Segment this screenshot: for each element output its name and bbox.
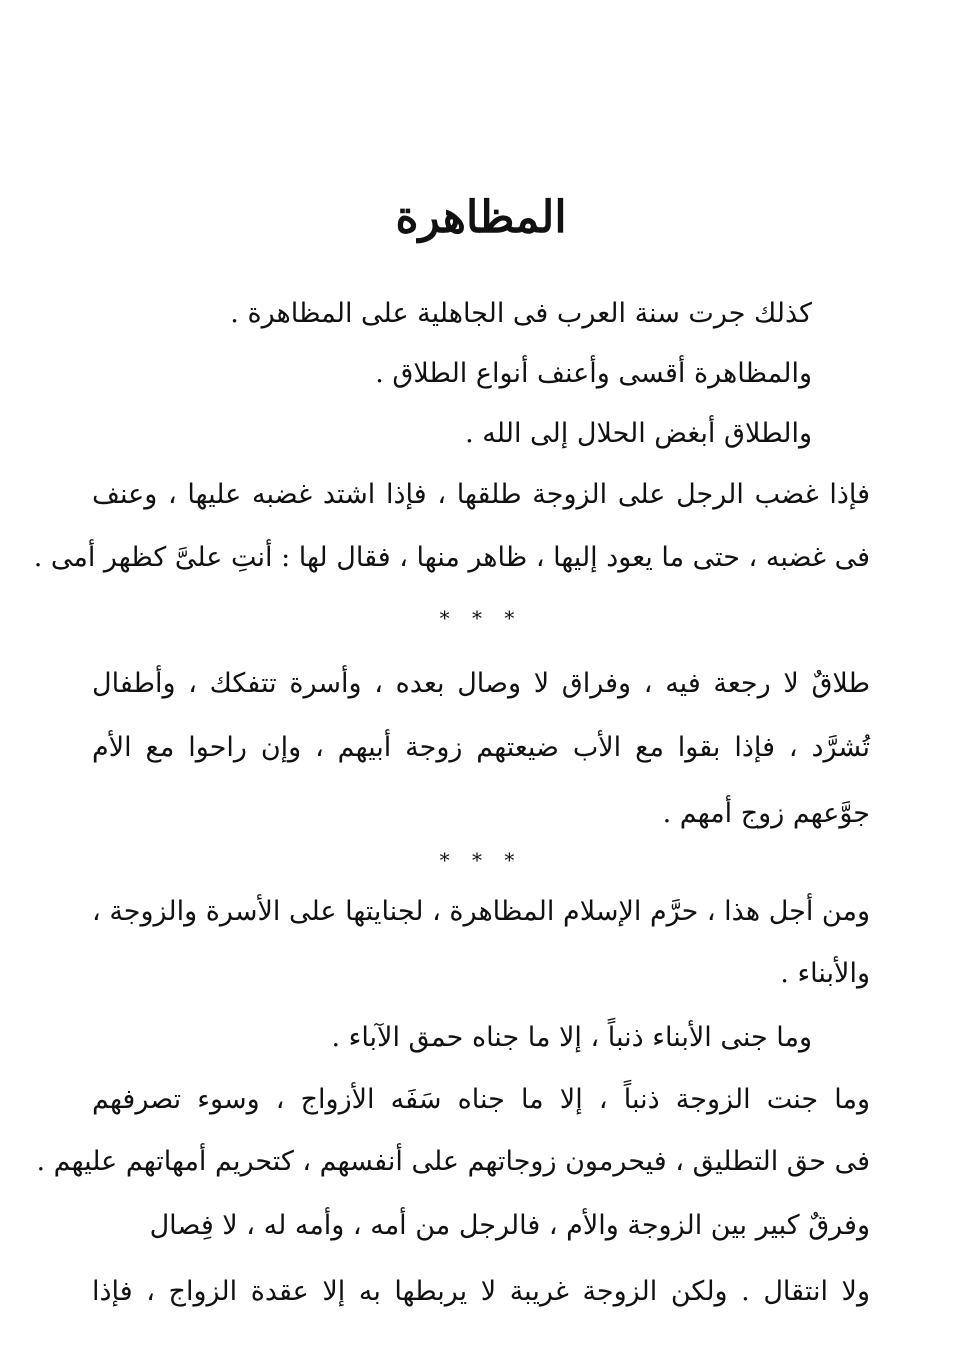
paragraph-line: وفرقٌ كبير بين الزوجة والأم ، فالرجل من أمه ، وأمه له ، لا فِصال [149,1210,870,1241]
paragraph-line: ومن أجل هذا ، حرَّم الإسلام المظاهرة ، لجنايتها على الأسرة والزوجة ، [92,896,870,927]
paragraph-line: ولا انتقال . ولكن الزوجة غريبة لا يربطها به إلا عقدة الزواج ، فإذا [92,1276,870,1307]
paragraph-line: فى غضبه ، حتى ما يعود إليها ، ظاهر منها ، فقال لها : أنتِ علىَّ كظهر أمى . [33,542,870,573]
paragraph-line: وما جنى الأبناء ذنباً ، إلا ما جناه حمق الآباء . [331,1022,812,1053]
paragraph-line: كذلك جرت سنة العرب فى الجاهلية على المظاهرة . [230,298,812,329]
paragraph-line: طلاقٌ لا رجعة فيه ، وفراق لا وصال بعده ، وأسرة تتفكك ، وأطفال [92,668,870,699]
paragraph-line: تُشرَّد ، فإذا بقوا مع الأب ضيعتهم زوجة أبيهم ، وإن راحوا مع الأم [92,732,870,763]
paragraph-line: جوَّعهم زوج أمهم . [662,798,870,829]
section-separator: * * * [439,848,523,872]
paragraph-line: والأبناء . [780,958,870,989]
section-separator: * * * [439,606,523,630]
paragraph-line: فى حق التطليق ، فيحرمون زوجاتهم على أنفسهم ، كتحريم أمهاتهم عليهم . [36,1146,870,1177]
paragraph-line: فإذا غضب الرجل على الزوجة طلقها ، فإذا اشتد غضبه عليها ، وعنف [92,479,870,510]
chapter-title: المظاهرة [395,192,567,243]
paragraph-line: والمظاهرة أقسى وأعنف أنواع الطلاق . [375,358,812,389]
paragraph-line: والطلاق أبغض الحلال إلى الله . [465,418,812,449]
paragraph-line: وما جنت الزوجة ذنباً ، إلا ما جناه سَفَه الأزواج ، وسوء تصرفهم [92,1084,870,1115]
